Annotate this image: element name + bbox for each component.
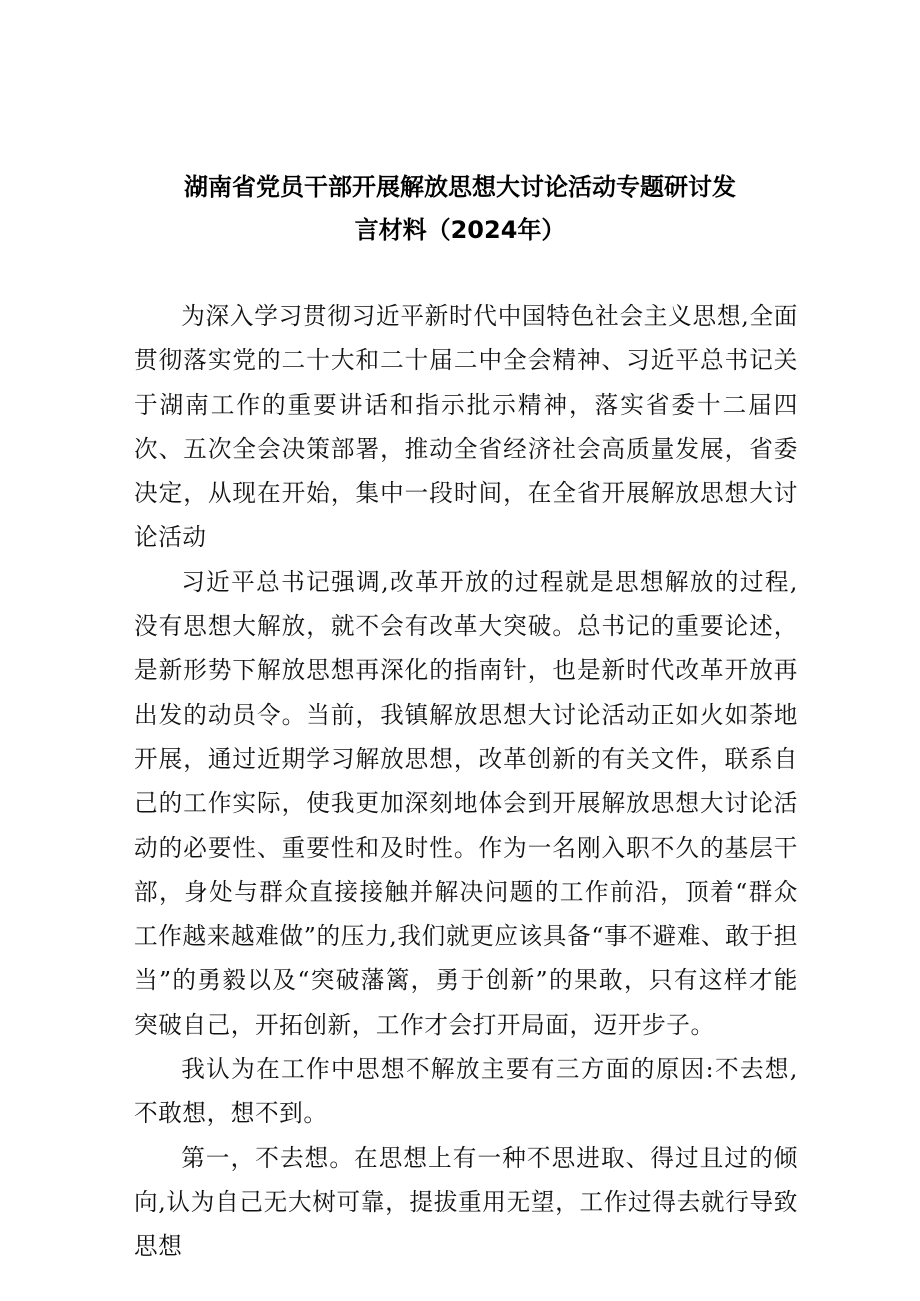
paragraph-reasons: 我认为在工作中思想不解放主要有三方面的原因:不去想,不敢想，想不到。 [134, 1055, 798, 1128]
paragraph-speech: 习近平总书记强调,改革开放的过程就是思想解放的过程,没有思想大解放，就不会有改革大突破。总书记的重要论述，是新形势下解放思想再深化的指南针，也是新时代改革开放再出发的动员令。当前，我镇解放思想大讨论活动正如火如荼地开展，通过近期学习解放思想，改革创新的有关文件，联系自己的工作实际，使我更加深刻地体会到开展解放思想大讨论活动的必要性、重要性和及时性。作为一名刚入职不久的基层干部，身处与群众直接接触并解决问题的工作前沿，顶着“群众工作越来越难做”的压力,我们就更应该具备“事不避难、敢于担当”的勇毅以及“突破藩篱，勇于创新”的果敢，只有这样才能突破自己，开拓创新，工作才会打开局面，迈开步子。 [134, 567, 798, 1039]
paragraph-intro: 为深入学习贯彻习近平新时代中国特色社会主义思想,全面贯彻落实党的二十大和二十届二中全会精神、习近平总书记关于湖南工作的重要讲话和指示批示精神，落实省委十二届四次、五次全会决策部署，推动全省经济社会高质量发展，省委决定，从现在开始，集中一段时间，在全省开展解放思想大讨论活动 [134, 302, 798, 552]
title-line-2: 言材料（2024年） [354, 216, 566, 244]
document-title [0, 166, 920, 252]
paragraph-first-reason: 第一，不去想。在思想上有一种不思进取、得过且过的倾向,认为自己无大树可靠，提拔重用无望，工作过得去就行导致思想 [134, 1143, 798, 1261]
title-line-1: 湖南省党员干部开展解放思想大讨论活动专题研讨发 [184, 173, 736, 201]
document-body [134, 294, 798, 1269]
